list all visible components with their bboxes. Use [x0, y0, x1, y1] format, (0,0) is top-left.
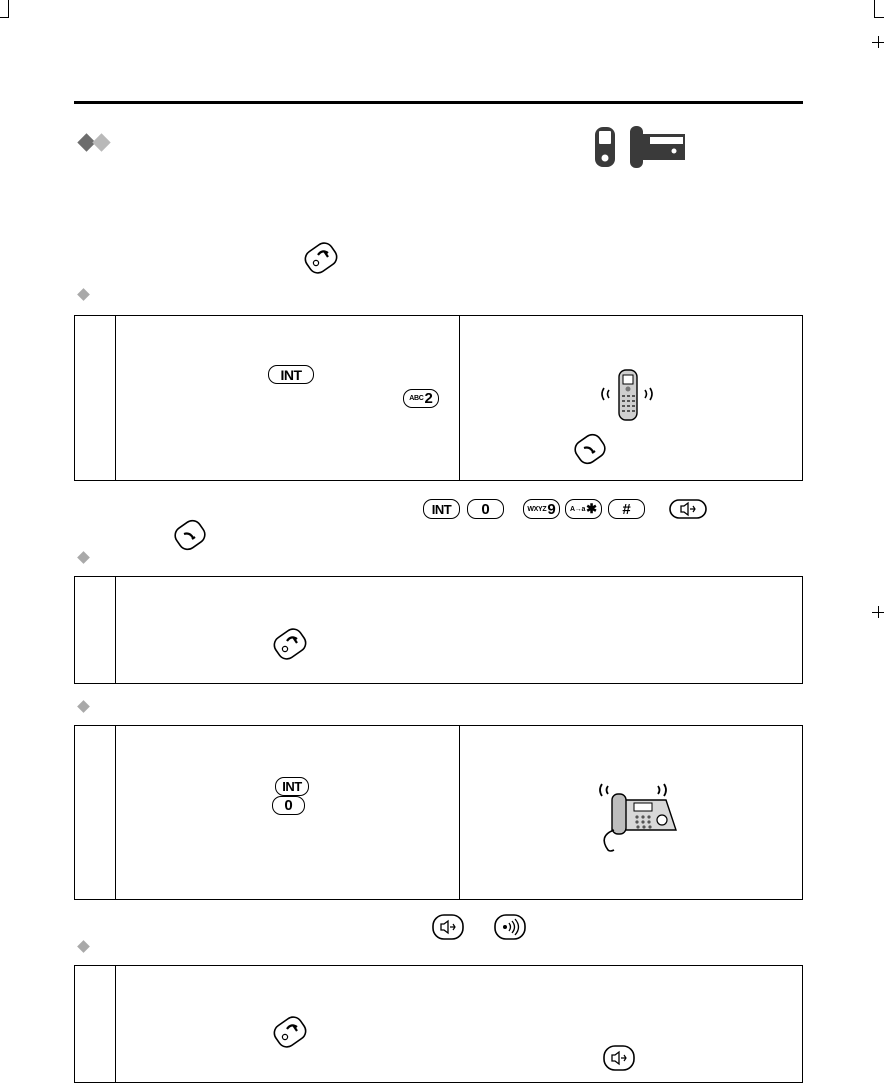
subsection-diamond-4 [77, 940, 90, 953]
speakerphone-key-icon [603, 1045, 635, 1071]
step-number-column [75, 577, 116, 683]
sp-phone-key-icon [494, 914, 526, 940]
step-table-4 [74, 965, 803, 1083]
step-number-column [75, 966, 116, 1082]
off-key-icon [269, 1014, 311, 1052]
base-unit-icon [630, 126, 686, 168]
wxyz9-key: WXYZ 9 [523, 499, 560, 519]
hash-key: # [608, 499, 645, 519]
subsection-diamond-3 [77, 700, 90, 713]
speakerphone-key-icon [432, 914, 464, 940]
int-key: INT [275, 777, 309, 796]
off-key-icon [300, 240, 342, 278]
section-heading-diamond-light [92, 133, 110, 151]
subsection-diamond-2 [77, 551, 90, 564]
column-divider [459, 316, 460, 480]
speakerphone-key-icon [669, 499, 707, 519]
int-key: INT [423, 499, 460, 519]
abc2-key: ABC 2 [403, 389, 439, 408]
registration-mark-1h [872, 42, 884, 43]
step-table-3 [74, 725, 803, 900]
step-number-column [75, 316, 116, 480]
talk-key-icon [570, 432, 610, 468]
crop-mark-top-left-h [0, 17, 9, 18]
int-key: INT [268, 365, 314, 384]
star-key: A→a ✱ [565, 499, 602, 519]
ringing-handset-illustration [598, 368, 658, 424]
off-key-icon [269, 626, 311, 664]
crop-mark-top-right-v [874, 0, 875, 17]
step-number-column [75, 726, 116, 899]
crop-mark-top-left-v [8, 0, 9, 17]
ringing-base-unit-illustration [592, 770, 682, 852]
header-rule [74, 101, 803, 104]
zero-key: 0 [272, 796, 305, 815]
column-divider [459, 726, 460, 899]
subsection-diamond-1 [77, 288, 90, 301]
talk-key-icon [170, 518, 210, 554]
zero-key: 0 [467, 499, 504, 519]
handset-icon [594, 126, 616, 168]
crop-mark-top-right-h [874, 17, 884, 18]
registration-mark-2h [872, 612, 884, 613]
step-table-2 [74, 576, 803, 684]
